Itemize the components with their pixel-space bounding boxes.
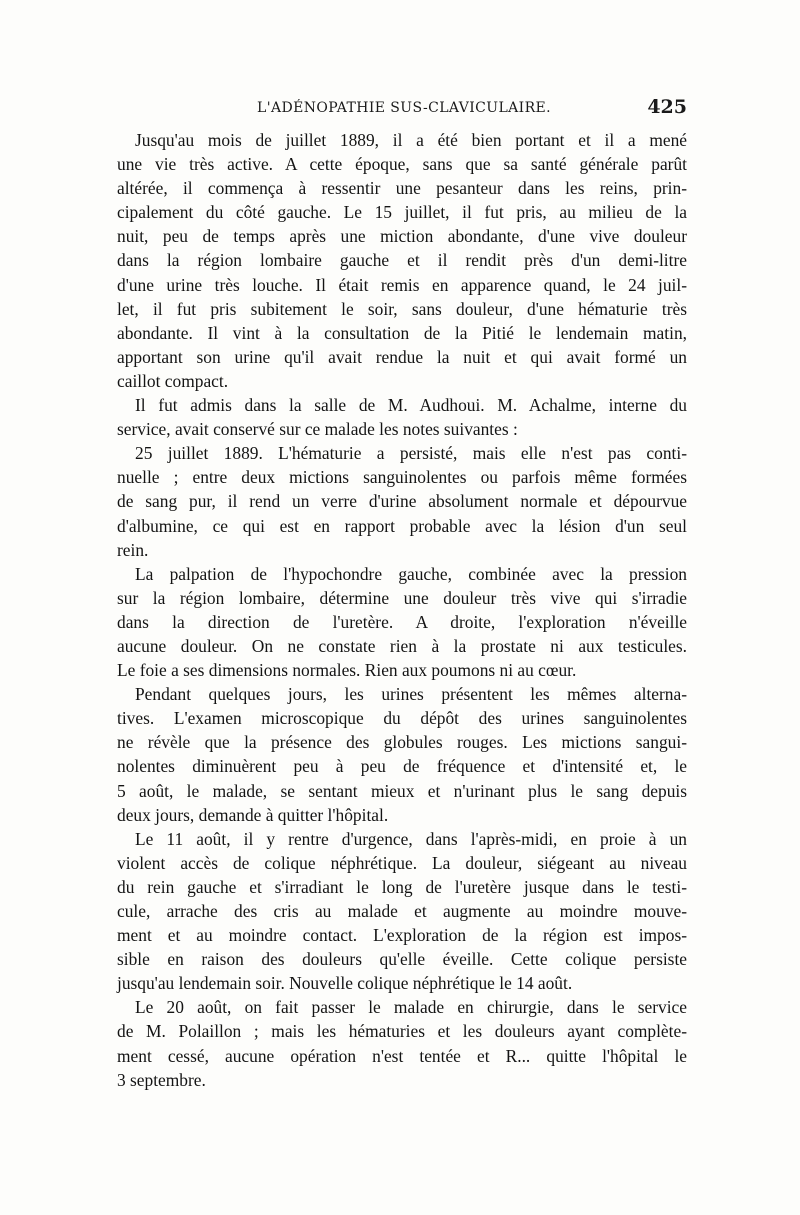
text-line: cule, arrache des cris au malade et augmente au moindre mouve- — [117, 901, 687, 921]
text-line: sur la région lombaire, détermine une douleur très vive qui s'irradie — [117, 587, 687, 608]
paragraph — [117, 995, 687, 1091]
text-line: cipalement du côté gauche. Le 15 juillet, il fut pris, au milieu de la — [117, 202, 687, 223]
text-line: 5 août, le malade, se sentant mieux et n'urinant plus le sang depuis — [117, 780, 687, 801]
running-title: L'ADÉNOPATHIE SUS-CLAVICULAIRE. — [257, 100, 551, 116]
paragraph — [117, 827, 687, 996]
text-line: tives. L'examen microscopique du dépôt des urines sanguinolentes — [117, 708, 687, 729]
text-line: altérée, il commença à ressentir une pesanteur dans les reins, prin- — [117, 178, 687, 199]
page-header — [117, 98, 687, 122]
text-line: nuelle ; entre deux mictions sanguinolentes ou parfois même formées — [117, 467, 687, 488]
text-line: dans la direction de l'uretère. A droite, l'exploration n'éveille — [117, 611, 687, 632]
paragraph — [117, 562, 687, 682]
text-line: ment cessé, aucune opération n'est tentée et R... quitte l'hôpital le — [117, 1045, 687, 1066]
page-number: 425 — [647, 96, 687, 118]
paragraph — [117, 393, 687, 441]
text-line: ne révèle que la présence des globules rouges. Les mictions sangui- — [117, 732, 687, 753]
paragraph — [117, 441, 687, 561]
text-line: service, avait conservé sur ce malade les notes suivantes : — [117, 419, 518, 440]
text-line: violent accès de colique néphrétique. La douleur, siégeant au niveau — [117, 852, 687, 873]
text-line: aucune douleur. On ne constate rien à la prostate ni aux testicules. — [117, 635, 687, 656]
text-line: d'albumine, ce qui est en rapport probable avec la lésion d'un seul — [117, 515, 687, 536]
text-line: nolentes diminuèrent peu à peu de fréquence et d'intensité et, le — [117, 756, 687, 777]
text-line: 3 septembre. — [117, 1069, 206, 1090]
text-line: abondante. Il vint à la consultation de la Pitié le lendemain matin, — [117, 322, 687, 343]
text-line: La palpation de l'hypochondre gauche, combinée avec la pression — [135, 563, 687, 584]
text-line: 25 juillet 1889. L'hématurie a persisté, mais elle n'est pas conti- — [135, 443, 687, 464]
text-line: apportant son urine qu'il avait rendue la nuit et qui avait formé un — [117, 346, 687, 367]
text-line: d'une urine très louche. Il était remis en apparence quand, le 24 juil- — [117, 274, 687, 295]
text-line: nuit, peu de temps après une miction abondante, d'une vive douleur — [117, 226, 687, 247]
text-line: une vie très active. A cette époque, sans que sa santé générale parût — [117, 154, 687, 175]
text-line: de M. Polaillon ; mais les hématuries et les douleurs ayant complète- — [117, 1021, 687, 1042]
text-line: let, il fut pris subitement le soir, sans douleur, d'une hématurie très — [117, 298, 687, 319]
text-line: du rein gauche et s'irradiant le long de l'uretère jusque dans le testi- — [117, 876, 687, 897]
text-line: Il fut admis dans la salle de M. Audhoui. M. Achalme, interne du — [135, 395, 687, 416]
text-line: Le foie a ses dimensions normales. Rien aux poumons ni au cœur. — [117, 660, 577, 681]
text-line: Le 11 août, il y rentre d'urgence, dans l'après-midi, en proie à un — [135, 828, 687, 849]
text-line: sible en raison des douleurs qu'elle éveille. Cette colique persiste — [117, 949, 687, 970]
text-line: deux jours, demande à quitter l'hôpital. — [117, 804, 389, 825]
body-text — [117, 128, 687, 1092]
text-line: dans la région lombaire gauche et il rendit près d'un demi-litre — [117, 250, 687, 271]
text-line: de sang pur, il rend un verre d'urine absolument normale et dépourvue — [117, 491, 687, 512]
text-line: ment et au moindre contact. L'exploration de la région est impos- — [117, 925, 687, 946]
text-line: Jusqu'au mois de juillet 1889, il a été bien portant et il a mené — [135, 130, 687, 150]
paragraph — [117, 128, 687, 393]
text-line: jusqu'au lendemain soir. Nouvelle colique néphrétique le 14 août. — [117, 973, 573, 994]
text-line: Pendant quelques jours, les urines présentent les mêmes alterna- — [135, 684, 687, 705]
text-line: Le 20 août, on fait passer le malade en chirurgie, dans le service — [135, 997, 687, 1018]
text-line: rein. — [117, 539, 149, 560]
paragraph — [117, 682, 687, 827]
text-line: caillot compact. — [117, 370, 229, 391]
